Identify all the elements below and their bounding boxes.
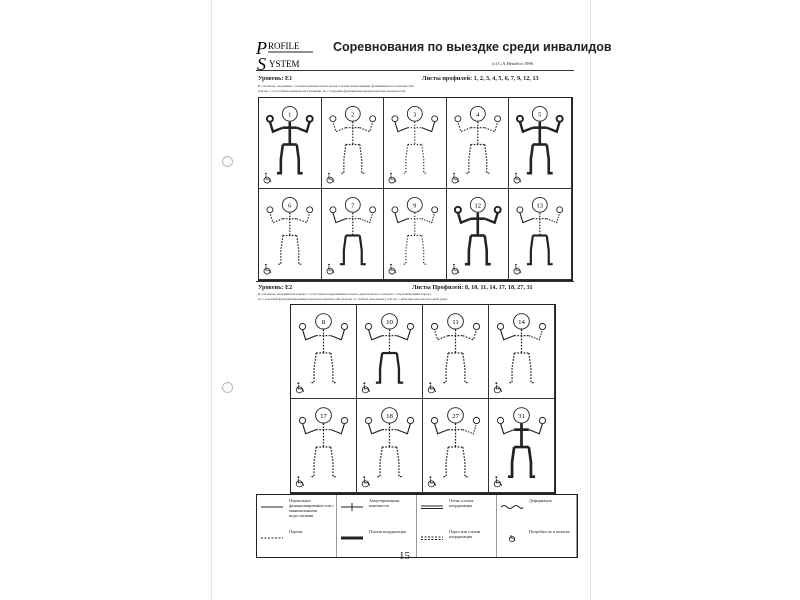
legend [256, 494, 578, 558]
header-rule [256, 70, 574, 71]
legend-label: Ампутированная конечность [369, 498, 400, 508]
profile-system-logo [255, 38, 317, 72]
legend-symbol-amp [340, 503, 364, 511]
legend-item-dash [257, 526, 337, 557]
legend-symbol-solid [260, 503, 284, 511]
legend-symbol-dbldash [420, 534, 444, 542]
profile-number: 6 [288, 202, 292, 210]
page-number: 15 [399, 550, 410, 562]
profile-number: 2 [350, 111, 355, 119]
profile-number: 10 [386, 318, 393, 326]
profile-figure-7 [322, 189, 385, 280]
copyright-note: (c) С.А.Некобол 1996 [492, 61, 533, 66]
legend-label: Парезы [289, 529, 303, 534]
wheelchair-icon [264, 173, 271, 183]
legend-symbol-chair [500, 534, 524, 542]
wheelchair-icon [494, 382, 501, 393]
profile-figure-8 [291, 305, 357, 399]
legend-label: Парез или плохая координация [449, 529, 481, 539]
profile-number: 4 [475, 111, 480, 119]
profile-figure-10 [357, 305, 423, 399]
wheelchair-icon [389, 264, 396, 274]
level-e1-description-1: В основном, наездники с полным равновесием в корпусе и/или нормальными функциями всех конечностей, [258, 84, 415, 88]
legend-label: Очень плохая координация [449, 498, 474, 508]
profile-number: 17 [320, 412, 327, 420]
profile-figure-18 [357, 399, 423, 493]
legend-label: Деформация [529, 498, 552, 503]
profile-figure-4 [447, 98, 510, 189]
wheelchair-icon [452, 264, 459, 274]
wheelchair-icon [296, 476, 303, 487]
profile-number: 5 [538, 111, 542, 119]
profile-figure-5 [509, 98, 572, 189]
wheelchair-icon [494, 476, 501, 487]
logo-line-1: ROFILE [268, 41, 300, 51]
profile-figure-1 [259, 98, 322, 189]
profile-number: 18 [386, 412, 393, 420]
wheelchair-icon [296, 382, 303, 393]
profile-number: 31 [518, 412, 525, 420]
profile-number: 8 [321, 318, 326, 326]
legend-label: Нормальное функционирование или с минимальными недостатками [289, 498, 334, 518]
wheelchair-icon [327, 173, 334, 183]
legend-item-dbl [417, 495, 497, 526]
profile-number: 9 [413, 202, 417, 210]
profile-number: 27 [452, 412, 459, 420]
legend-symbol-bar [340, 534, 364, 542]
wheelchair-icon [362, 382, 369, 393]
level-e1-profiles: Листы профилей: 1, 2, 3, 4, 5, 6, 7, 9, 12, 13 [422, 75, 539, 82]
wheelchair-icon [514, 173, 521, 183]
logo-letter-p: P [256, 38, 267, 58]
legend-item-solid [257, 495, 337, 526]
profile-figure-11 [423, 305, 489, 399]
profile-figure-27 [423, 399, 489, 493]
legend-item-chair [497, 526, 577, 557]
punch-hole [222, 156, 233, 167]
profile-number: 7 [350, 202, 355, 210]
logo-letter-s: S [257, 54, 266, 72]
legend-symbol-dbl [420, 503, 444, 511]
wheelchair-icon [264, 264, 271, 274]
profile-number: 13 [536, 202, 544, 210]
profile-figure-12 [447, 189, 510, 280]
level-rule [256, 281, 574, 282]
profile-number: 11 [452, 318, 459, 326]
level-e2-description-1: В основном, наездники все виды с отсутствием нарушениями опорно-двигательного аппарата, затрагивающими корпус, [258, 292, 432, 296]
level-e2-description-2: но с хорошим функционированием верхних конечностей (или же со слабым параличом), или же с тяжелым параличом одной руки. [258, 296, 448, 301]
wheelchair-icon [362, 476, 369, 487]
wheelchair-icon [428, 476, 435, 487]
legend-item-dbldash [417, 526, 497, 557]
level-e2-profiles: Листы Профилей: 8, 10, 11, 14, 17, 18, 27, 31 [412, 284, 533, 291]
profile-figure-31 [489, 399, 555, 493]
punch-hole [222, 382, 233, 393]
level-e2-label: Уровень: Е2 [258, 284, 293, 291]
level-e2-profile-grid [290, 304, 556, 494]
profile-figure-13 [509, 189, 572, 280]
wheelchair-icon [389, 173, 396, 183]
wheelchair-icon [514, 264, 521, 274]
profile-figure-17 [291, 399, 357, 493]
legend-item-amp [337, 495, 417, 526]
profile-figure-6 [259, 189, 322, 280]
legend-label: Плохая координация [369, 529, 406, 534]
level-e1-profile-grid [258, 97, 573, 281]
page-title: Соревнования по выездке среди инвалидов [333, 40, 612, 54]
legend-item-wave [497, 495, 577, 526]
profile-number: 3 [413, 111, 417, 119]
profile-number: 14 [518, 318, 525, 326]
legend-label: Потребность в коляске [529, 529, 570, 534]
profile-figure-14 [489, 305, 555, 399]
wheelchair-icon [327, 264, 334, 274]
profile-number: 1 [288, 111, 292, 119]
level-e1-description-2: или же с отсутствием равновесия туловища, но с хорошим функционированием верхних конечностей. [258, 88, 406, 93]
profile-number: 12 [474, 202, 481, 210]
profile-figure-3 [384, 98, 447, 189]
profile-figure-2 [322, 98, 385, 189]
wheelchair-icon [428, 382, 435, 393]
legend-symbol-dash [260, 534, 284, 542]
profile-figure-9 [384, 189, 447, 280]
legend-symbol-wave [500, 503, 524, 511]
logo-line-2: YSTEM [269, 59, 300, 69]
wheelchair-icon [452, 173, 459, 183]
level-e1-label: Уровень: Е1 [258, 75, 293, 82]
